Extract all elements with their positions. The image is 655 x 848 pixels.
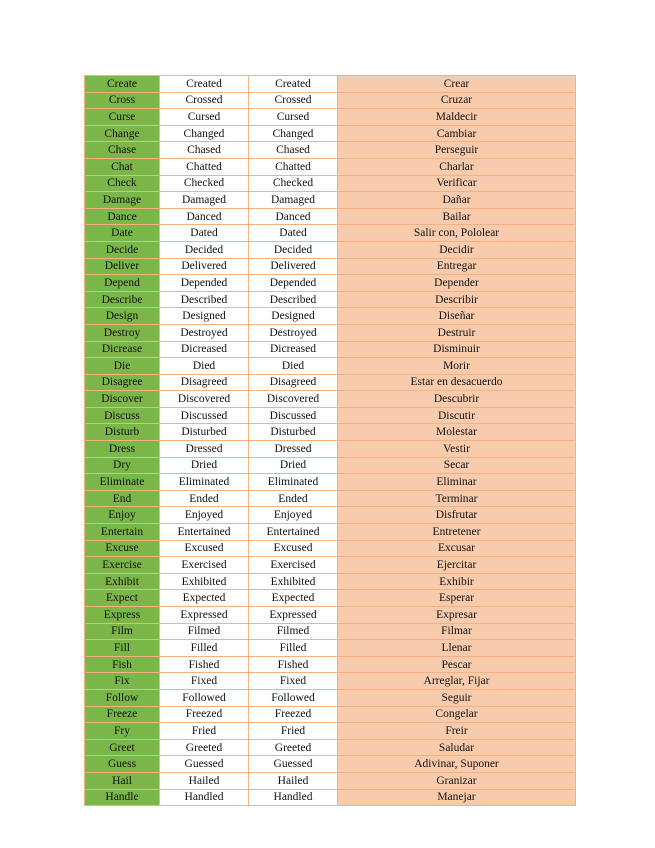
- past-simple-cell: Excused: [160, 540, 249, 557]
- base-form-cell: Fix: [85, 673, 160, 690]
- table-row: [85, 291, 576, 308]
- table-row: [85, 590, 576, 607]
- spanish-translation-cell: Discutir: [338, 407, 576, 424]
- base-form-cell: Fry: [85, 723, 160, 740]
- spanish-translation-cell: Manejar: [338, 789, 576, 806]
- past-participle-cell: Chatted: [249, 158, 338, 175]
- base-form-cell: Decide: [85, 241, 160, 258]
- past-simple-cell: Checked: [160, 175, 249, 192]
- spanish-translation-cell: Expresar: [338, 607, 576, 624]
- past-participle-cell: Guessed: [249, 756, 338, 773]
- past-simple-cell: Delivered: [160, 258, 249, 275]
- past-participle-cell: Checked: [249, 175, 338, 192]
- past-simple-cell: Enjoyed: [160, 507, 249, 524]
- spanish-translation-cell: Molestar: [338, 424, 576, 441]
- past-simple-cell: Dicreased: [160, 341, 249, 358]
- base-form-cell: Deliver: [85, 258, 160, 275]
- past-participle-cell: Fixed: [249, 673, 338, 690]
- past-simple-cell: Hailed: [160, 772, 249, 789]
- spanish-translation-cell: Destruir: [338, 324, 576, 341]
- past-participle-cell: Died: [249, 358, 338, 375]
- spanish-translation-cell: Vestir: [338, 441, 576, 458]
- spanish-translation-cell: Bailar: [338, 208, 576, 225]
- past-participle-cell: Fished: [249, 656, 338, 673]
- past-participle-cell: Hailed: [249, 772, 338, 789]
- spanish-translation-cell: Morir: [338, 358, 576, 375]
- past-simple-cell: Cursed: [160, 109, 249, 126]
- spanish-translation-cell: Filmar: [338, 623, 576, 640]
- spanish-translation-cell: Seguir: [338, 689, 576, 706]
- past-simple-cell: Freezed: [160, 706, 249, 723]
- spanish-translation-cell: Dañar: [338, 192, 576, 209]
- base-form-cell: Hail: [85, 772, 160, 789]
- past-simple-cell: Dried: [160, 457, 249, 474]
- past-simple-cell: Exercised: [160, 557, 249, 574]
- base-form-cell: Describe: [85, 291, 160, 308]
- past-participle-cell: Crossed: [249, 92, 338, 109]
- past-simple-cell: Guessed: [160, 756, 249, 773]
- base-form-cell: Greet: [85, 739, 160, 756]
- past-participle-cell: Exhibited: [249, 573, 338, 590]
- base-form-cell: Film: [85, 623, 160, 640]
- base-form-cell: Discuss: [85, 407, 160, 424]
- table-row: [85, 341, 576, 358]
- past-simple-cell: Described: [160, 291, 249, 308]
- spanish-translation-cell: Congelar: [338, 706, 576, 723]
- table-row: [85, 109, 576, 126]
- table-row: [85, 275, 576, 292]
- past-participle-cell: Freezed: [249, 706, 338, 723]
- past-simple-cell: Dressed: [160, 441, 249, 458]
- base-form-cell: Fish: [85, 656, 160, 673]
- past-participle-cell: Danced: [249, 208, 338, 225]
- spanish-translation-cell: Entretener: [338, 524, 576, 541]
- table-row: [85, 158, 576, 175]
- base-form-cell: Guess: [85, 756, 160, 773]
- table-row: [85, 324, 576, 341]
- past-simple-cell: Followed: [160, 689, 249, 706]
- past-participle-cell: Ended: [249, 490, 338, 507]
- spanish-translation-cell: Charlar: [338, 158, 576, 175]
- base-form-cell: Check: [85, 175, 160, 192]
- table-row: [85, 208, 576, 225]
- past-participle-cell: Decided: [249, 241, 338, 258]
- spanish-translation-cell: Entregar: [338, 258, 576, 275]
- spanish-translation-cell: Disfrutar: [338, 507, 576, 524]
- past-participle-cell: Followed: [249, 689, 338, 706]
- spanish-translation-cell: Granizar: [338, 772, 576, 789]
- table-row: [85, 424, 576, 441]
- table-row: [85, 706, 576, 723]
- spanish-translation-cell: Ejercitar: [338, 557, 576, 574]
- base-form-cell: Cross: [85, 92, 160, 109]
- base-form-cell: Chat: [85, 158, 160, 175]
- past-participle-cell: Excused: [249, 540, 338, 557]
- table-row: [85, 358, 576, 375]
- base-form-cell: Dicrease: [85, 341, 160, 358]
- spanish-translation-cell: Decidir: [338, 241, 576, 258]
- spanish-translation-cell: Saludar: [338, 739, 576, 756]
- base-form-cell: Exhibit: [85, 573, 160, 590]
- table-row: [85, 507, 576, 524]
- verb-table: [84, 75, 576, 806]
- past-participle-cell: Dressed: [249, 441, 338, 458]
- past-simple-cell: Dated: [160, 225, 249, 242]
- spanish-translation-cell: Pescar: [338, 656, 576, 673]
- table-row: [85, 756, 576, 773]
- past-participle-cell: Designed: [249, 308, 338, 325]
- spanish-translation-cell: Descubrir: [338, 391, 576, 408]
- spanish-translation-cell: Crear: [338, 76, 576, 93]
- past-simple-cell: Expected: [160, 590, 249, 607]
- base-form-cell: Freeze: [85, 706, 160, 723]
- past-simple-cell: Discovered: [160, 391, 249, 408]
- past-simple-cell: Handled: [160, 789, 249, 806]
- past-simple-cell: Fished: [160, 656, 249, 673]
- past-simple-cell: Damaged: [160, 192, 249, 209]
- past-participle-cell: Dried: [249, 457, 338, 474]
- spanish-translation-cell: Llenar: [338, 640, 576, 657]
- table-row: [85, 192, 576, 209]
- base-form-cell: Expect: [85, 590, 160, 607]
- spanish-translation-cell: Depender: [338, 275, 576, 292]
- table-row: [85, 739, 576, 756]
- base-form-cell: Express: [85, 607, 160, 624]
- spanish-translation-cell: Disminuir: [338, 341, 576, 358]
- table-row: [85, 125, 576, 142]
- table-row: [85, 92, 576, 109]
- table-row: [85, 391, 576, 408]
- past-participle-cell: Entertained: [249, 524, 338, 541]
- past-participle-cell: Eliminated: [249, 474, 338, 491]
- past-simple-cell: Expressed: [160, 607, 249, 624]
- past-simple-cell: Changed: [160, 125, 249, 142]
- base-form-cell: End: [85, 490, 160, 507]
- past-participle-cell: Dated: [249, 225, 338, 242]
- past-participle-cell: Disagreed: [249, 374, 338, 391]
- past-simple-cell: Destroyed: [160, 324, 249, 341]
- past-simple-cell: Died: [160, 358, 249, 375]
- past-participle-cell: Exercised: [249, 557, 338, 574]
- spanish-translation-cell: Maldecir: [338, 109, 576, 126]
- past-simple-cell: Designed: [160, 308, 249, 325]
- base-form-cell: Dry: [85, 457, 160, 474]
- base-form-cell: Dance: [85, 208, 160, 225]
- past-participle-cell: Discussed: [249, 407, 338, 424]
- table-row: [85, 573, 576, 590]
- past-simple-cell: Filmed: [160, 623, 249, 640]
- past-simple-cell: Discussed: [160, 407, 249, 424]
- spanish-translation-cell: Secar: [338, 457, 576, 474]
- past-simple-cell: Disagreed: [160, 374, 249, 391]
- past-simple-cell: Crossed: [160, 92, 249, 109]
- past-participle-cell: Disturbed: [249, 424, 338, 441]
- past-participle-cell: Greeted: [249, 739, 338, 756]
- table-row: [85, 241, 576, 258]
- base-form-cell: Date: [85, 225, 160, 242]
- past-simple-cell: Exhibited: [160, 573, 249, 590]
- past-simple-cell: Eliminated: [160, 474, 249, 491]
- table-row: [85, 76, 576, 93]
- past-participle-cell: Filled: [249, 640, 338, 657]
- spanish-translation-cell: Eliminar: [338, 474, 576, 491]
- past-participle-cell: Cursed: [249, 109, 338, 126]
- spanish-translation-cell: Freir: [338, 723, 576, 740]
- past-participle-cell: Enjoyed: [249, 507, 338, 524]
- past-simple-cell: Ended: [160, 490, 249, 507]
- table-row: [85, 474, 576, 491]
- spanish-translation-cell: Arreglar, Fijar: [338, 673, 576, 690]
- table-row: [85, 557, 576, 574]
- past-simple-cell: Filled: [160, 640, 249, 657]
- table-row: [85, 607, 576, 624]
- base-form-cell: Destroy: [85, 324, 160, 341]
- base-form-cell: Die: [85, 358, 160, 375]
- past-participle-cell: Expressed: [249, 607, 338, 624]
- past-participle-cell: Delivered: [249, 258, 338, 275]
- base-form-cell: Discover: [85, 391, 160, 408]
- spanish-translation-cell: Verificar: [338, 175, 576, 192]
- past-simple-cell: Fixed: [160, 673, 249, 690]
- table-row: [85, 258, 576, 275]
- table-row: [85, 540, 576, 557]
- spanish-translation-cell: Salir con, Pololear: [338, 225, 576, 242]
- past-simple-cell: Disturbed: [160, 424, 249, 441]
- table-row: [85, 656, 576, 673]
- spanish-translation-cell: Cruzar: [338, 92, 576, 109]
- past-participle-cell: Damaged: [249, 192, 338, 209]
- base-form-cell: Change: [85, 125, 160, 142]
- base-form-cell: Create: [85, 76, 160, 93]
- table-row: [85, 441, 576, 458]
- spanish-translation-cell: Terminar: [338, 490, 576, 507]
- table-row: [85, 689, 576, 706]
- table-row: [85, 673, 576, 690]
- base-form-cell: Disturb: [85, 424, 160, 441]
- past-participle-cell: Expected: [249, 590, 338, 607]
- base-form-cell: Eliminate: [85, 474, 160, 491]
- base-form-cell: Dress: [85, 441, 160, 458]
- table-row: [85, 225, 576, 242]
- past-participle-cell: Dicreased: [249, 341, 338, 358]
- table-row: [85, 723, 576, 740]
- base-form-cell: Handle: [85, 789, 160, 806]
- base-form-cell: Exercise: [85, 557, 160, 574]
- table-row: [85, 524, 576, 541]
- base-form-cell: Damage: [85, 192, 160, 209]
- past-participle-cell: Fried: [249, 723, 338, 740]
- spanish-translation-cell: Perseguir: [338, 142, 576, 159]
- past-participle-cell: Filmed: [249, 623, 338, 640]
- base-form-cell: Depend: [85, 275, 160, 292]
- base-form-cell: Excuse: [85, 540, 160, 557]
- past-simple-cell: Depended: [160, 275, 249, 292]
- verb-table-body: [85, 76, 576, 806]
- past-participle-cell: Changed: [249, 125, 338, 142]
- past-simple-cell: Chased: [160, 142, 249, 159]
- table-row: [85, 175, 576, 192]
- past-simple-cell: Entertained: [160, 524, 249, 541]
- base-form-cell: Chase: [85, 142, 160, 159]
- past-simple-cell: Greeted: [160, 739, 249, 756]
- table-row: [85, 142, 576, 159]
- spanish-translation-cell: Diseñar: [338, 308, 576, 325]
- base-form-cell: Entertain: [85, 524, 160, 541]
- past-participle-cell: Chased: [249, 142, 338, 159]
- table-row: [85, 623, 576, 640]
- table-row: [85, 789, 576, 806]
- table-row: [85, 308, 576, 325]
- past-simple-cell: Fried: [160, 723, 249, 740]
- spanish-translation-cell: Adivinar, Suponer: [338, 756, 576, 773]
- table-row: [85, 457, 576, 474]
- table-row: [85, 407, 576, 424]
- table-row: [85, 490, 576, 507]
- past-participle-cell: Handled: [249, 789, 338, 806]
- past-simple-cell: Chatted: [160, 158, 249, 175]
- past-participle-cell: Depended: [249, 275, 338, 292]
- table-row: [85, 772, 576, 789]
- table-row: [85, 374, 576, 391]
- table-row: [85, 640, 576, 657]
- past-participle-cell: Created: [249, 76, 338, 93]
- base-form-cell: Enjoy: [85, 507, 160, 524]
- past-participle-cell: Discovered: [249, 391, 338, 408]
- spanish-translation-cell: Describir: [338, 291, 576, 308]
- spanish-translation-cell: Estar en desacuerdo: [338, 374, 576, 391]
- spanish-translation-cell: Excusar: [338, 540, 576, 557]
- past-participle-cell: Destroyed: [249, 324, 338, 341]
- spanish-translation-cell: Exhibir: [338, 573, 576, 590]
- base-form-cell: Fill: [85, 640, 160, 657]
- past-simple-cell: Created: [160, 76, 249, 93]
- spanish-translation-cell: Esperar: [338, 590, 576, 607]
- past-simple-cell: Danced: [160, 208, 249, 225]
- base-form-cell: Curse: [85, 109, 160, 126]
- base-form-cell: Design: [85, 308, 160, 325]
- past-simple-cell: Decided: [160, 241, 249, 258]
- base-form-cell: Disagree: [85, 374, 160, 391]
- past-participle-cell: Described: [249, 291, 338, 308]
- spanish-translation-cell: Cambiar: [338, 125, 576, 142]
- base-form-cell: Follow: [85, 689, 160, 706]
